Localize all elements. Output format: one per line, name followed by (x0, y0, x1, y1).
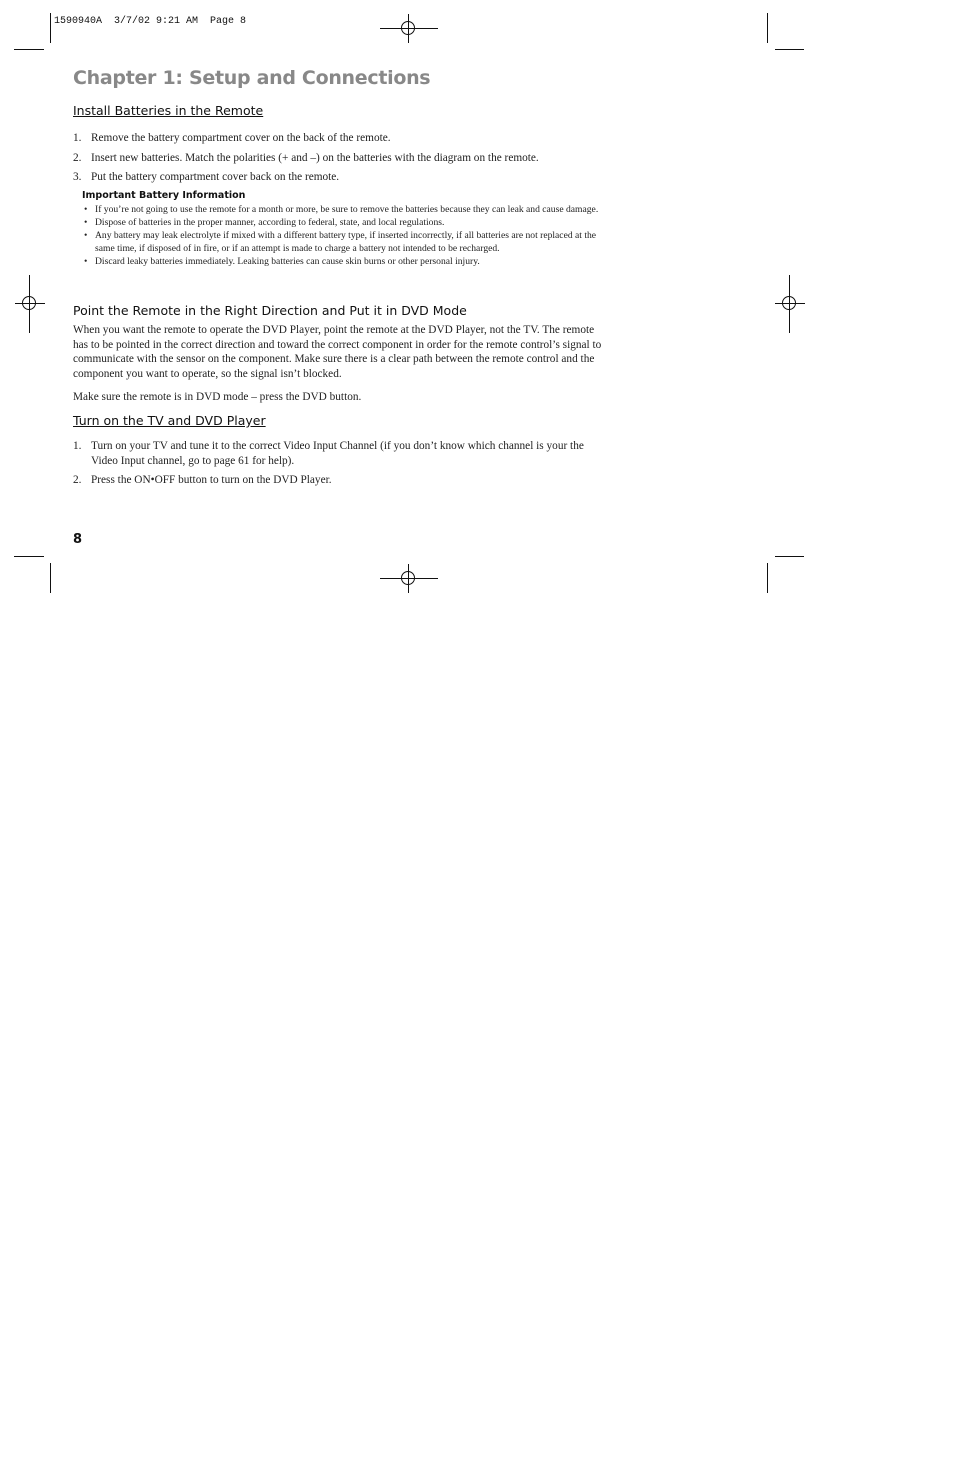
crop-mark-top-right-v (767, 13, 768, 43)
list-item (73, 170, 608, 185)
crop-mark-top-left-v (50, 13, 51, 43)
turn-on-steps-list (73, 439, 608, 488)
heading-install-batteries: Install Batteries in the Remote (73, 103, 264, 118)
page-number: 8 (73, 532, 83, 547)
important-battery-info-title: Important Battery Information (82, 190, 246, 201)
dvd-mode-paragraph: Make sure the remote is in DVD mode – press the DVD button. (73, 391, 362, 403)
list-item (73, 439, 608, 468)
bullet-text: Dispose of batteries in the proper manner, according to federal, state, and local regulations. (95, 217, 445, 228)
crop-mark-bottom-right-h (775, 556, 804, 557)
chapter-title: Chapter 1: Setup and Connections (73, 67, 431, 89)
crop-mark-top-right-h (775, 49, 804, 50)
bullet-text: Any battery may leak electrolyte if mixed with a different battery type, if inserted incorrectly, if all batteries are not replaced at the same time, if disposed of in fire, or if an attempt is made to charge a battery not intended to be recharged. (95, 230, 597, 254)
list-item (73, 151, 608, 166)
heading-turn-on-tv-dvd: Turn on the TV and DVD Player (73, 413, 266, 428)
battery-info-bullets (84, 203, 604, 268)
list-item (84, 216, 604, 229)
list-item (73, 473, 608, 488)
step-text: Turn on your TV and tune it to the correct Video Input Channel (if you don’t know which channel is your the Video Input channel, go to page 61 for help). (91, 440, 584, 467)
crop-mark-bottom-left-h (14, 556, 44, 557)
print-slug: 1590940A 3/7/02 9:21 AM Page 8 (54, 16, 247, 27)
heading-point-remote: Point the Remote in the Right Direction and Put it in DVD Mode (73, 303, 467, 318)
list-item (84, 229, 604, 255)
step-text: Insert new batteries. Match the polarities (+ and –) on the batteries with the diagram on the remote. (91, 151, 539, 164)
step-number: 2. (73, 474, 82, 486)
crop-mark-top-left-h (14, 49, 44, 50)
step-text: Put the battery compartment cover back on the remote. (91, 171, 340, 183)
step-number: 1. (73, 440, 82, 452)
step-text: Press the ON•OFF button to turn on the DVD Player. (91, 474, 332, 486)
bullet-icon: • (84, 256, 88, 267)
bullet-icon: • (84, 230, 88, 241)
crop-mark-bottom-right-v (767, 563, 768, 593)
step-text: Remove the battery compartment cover on the back of the remote. (91, 132, 391, 144)
step-number: 1. (73, 132, 82, 144)
step-number: 2. (73, 151, 82, 164)
crop-mark-bottom-left-v (50, 563, 51, 593)
bullet-text: Discard leaky batteries immediately. Leaking batteries can cause skin burns or other personal injury. (95, 256, 480, 267)
battery-steps-list (73, 131, 608, 185)
bullet-text: If you’re not going to use the remote for a month or more, be sure to remove the batteries because they can leak and cause damage. (95, 204, 599, 215)
list-item (84, 255, 604, 268)
list-item (73, 131, 608, 146)
list-item (84, 203, 604, 216)
bullet-icon: • (84, 204, 88, 215)
step-number: 3. (73, 171, 82, 183)
bullet-icon: • (84, 217, 88, 228)
point-remote-paragraph: When you want the remote to operate the DVD Player, point the remote at the DVD Player, not the TV. The remote has to be pointed in the correct direction and toward the correct component in order for the remote control’s signal to communicate with the sensor on the component. Make sure there is a clear path between the remote control and the component you want to operate, so the signal isn’t blocked. (73, 324, 602, 381)
